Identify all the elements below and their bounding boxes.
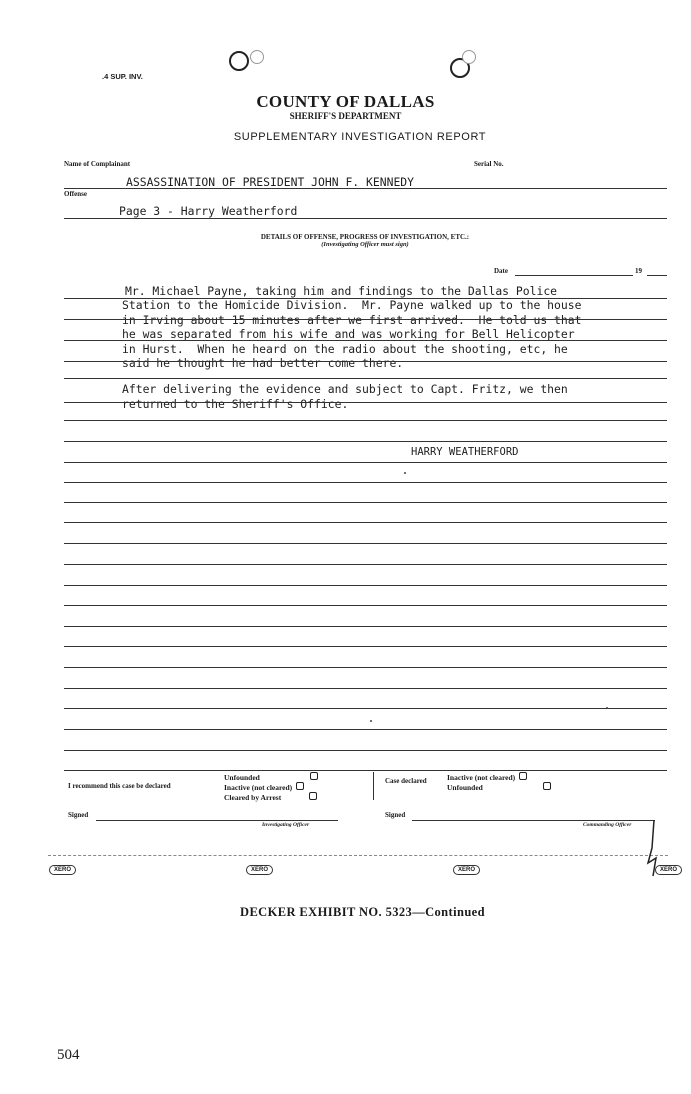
signed-label-right: Signed xyxy=(385,811,406,819)
rule xyxy=(64,522,667,523)
narrative-line-2: Station to the Homicide Division. Mr. Payne walked up to the house xyxy=(122,298,582,312)
rule xyxy=(64,667,667,668)
page-number: 504 xyxy=(57,1047,80,1063)
option-unfounded[interactable]: Unfounded xyxy=(224,772,318,782)
xero-mark-3: XERO xyxy=(453,865,480,875)
option-unfounded-right[interactable]: Unfounded xyxy=(447,782,551,792)
county-title: COUNTY OF DALLAS xyxy=(256,92,435,111)
offense-label: Offense xyxy=(64,190,87,198)
option-cleared-by-arrest[interactable]: Cleared by Arrest xyxy=(224,792,318,802)
rule xyxy=(64,402,667,403)
rule xyxy=(64,626,667,627)
option-inactive-right[interactable]: Inactive (not cleared) xyxy=(447,772,551,782)
serial-label: Serial No. xyxy=(474,160,504,168)
details-heading: DETAILS OF OFFENSE, PROGRESS OF INVESTIGATION, ETC.: xyxy=(260,233,470,241)
date-rule xyxy=(515,275,633,276)
investigating-officer-label: Investigating Officer xyxy=(262,822,310,828)
date-year: 19 xyxy=(635,267,642,275)
rule xyxy=(64,441,667,442)
rule xyxy=(64,585,667,586)
exhibit-caption: DECKER EXHIBIT NO. 5323—Continued xyxy=(240,905,485,919)
signed-rule-left xyxy=(96,820,338,821)
complainant-rule xyxy=(64,188,667,189)
details-subheading: (Investigating Officer must sign) xyxy=(321,241,409,248)
punch-hole-left-faint xyxy=(250,50,264,64)
rule xyxy=(64,420,667,421)
narrative-line-6: said he thought he had better come there. xyxy=(122,356,404,370)
narrative-line-7: After delivering the evidence and subject to Capt. Fritz, we then xyxy=(122,382,568,396)
rule xyxy=(64,543,667,544)
rule xyxy=(64,770,667,771)
offense-value: Page 3 - Harry Weatherford xyxy=(119,204,298,218)
date-year-rule xyxy=(647,275,667,276)
rule xyxy=(64,482,667,483)
rule xyxy=(64,502,667,503)
rule xyxy=(64,708,667,709)
complainant-value: ASSASSINATION OF PRESIDENT JOHN F. KENNEDY xyxy=(126,175,415,189)
case-declared-options xyxy=(447,772,551,792)
punch-hole-right-faint xyxy=(462,50,476,64)
rule xyxy=(64,298,667,299)
pen-scribble xyxy=(644,818,664,878)
complainant-label: Name of Complainant xyxy=(64,160,131,168)
commanding-officer-label: Commanding Officer xyxy=(583,822,632,828)
rule xyxy=(64,319,667,320)
rule xyxy=(64,688,667,689)
recommend-options xyxy=(224,772,318,802)
rule xyxy=(64,340,667,341)
recommend-label: I recommend this case be declared xyxy=(68,782,171,790)
rule xyxy=(64,646,667,647)
signed-rule-right xyxy=(412,820,655,821)
case-declared-label: Case declared xyxy=(385,777,427,785)
narrative-line-5: in Hurst. When he heard on the radio about the shooting, etc, he xyxy=(122,342,568,356)
footer-divider xyxy=(373,772,374,800)
signed-label-left: Signed xyxy=(68,811,89,819)
rule xyxy=(64,750,667,751)
option-inactive[interactable]: Inactive (not cleared) xyxy=(224,782,318,792)
narrative-line-8: returned to the Sheriff's Office. xyxy=(122,397,349,411)
rule xyxy=(64,378,667,379)
xero-mark-1: XERO xyxy=(49,865,76,875)
narrative-line-3: in Irving about 15 minutes after we first arrived. He told us that xyxy=(122,313,582,327)
rule xyxy=(64,729,667,730)
report-title: SUPPLEMENTARY INVESTIGATION REPORT xyxy=(233,131,487,143)
xero-mark-2: XERO xyxy=(246,865,273,875)
officer-signature: HARRY WEATHERFORD xyxy=(411,446,519,458)
narrative-line-1: Mr. Michael Payne, taking him and findings to the Dallas Police xyxy=(125,284,558,298)
form-code: .4 SUP. INV. xyxy=(102,72,143,81)
department-title: SHERIFF'S DEPARTMENT xyxy=(289,111,402,121)
xero-mark-4: XERO xyxy=(655,865,682,875)
rule xyxy=(64,564,667,565)
scan-dotted-edge xyxy=(48,855,668,856)
rule xyxy=(64,605,667,606)
offense-rule xyxy=(64,218,667,219)
date-label: Date xyxy=(494,267,508,275)
rule xyxy=(64,462,667,463)
punch-hole-left xyxy=(229,51,249,71)
narrative-line-4: he was separated from his wife and was working for Bell Helicopter xyxy=(122,327,575,341)
rule xyxy=(64,361,667,362)
